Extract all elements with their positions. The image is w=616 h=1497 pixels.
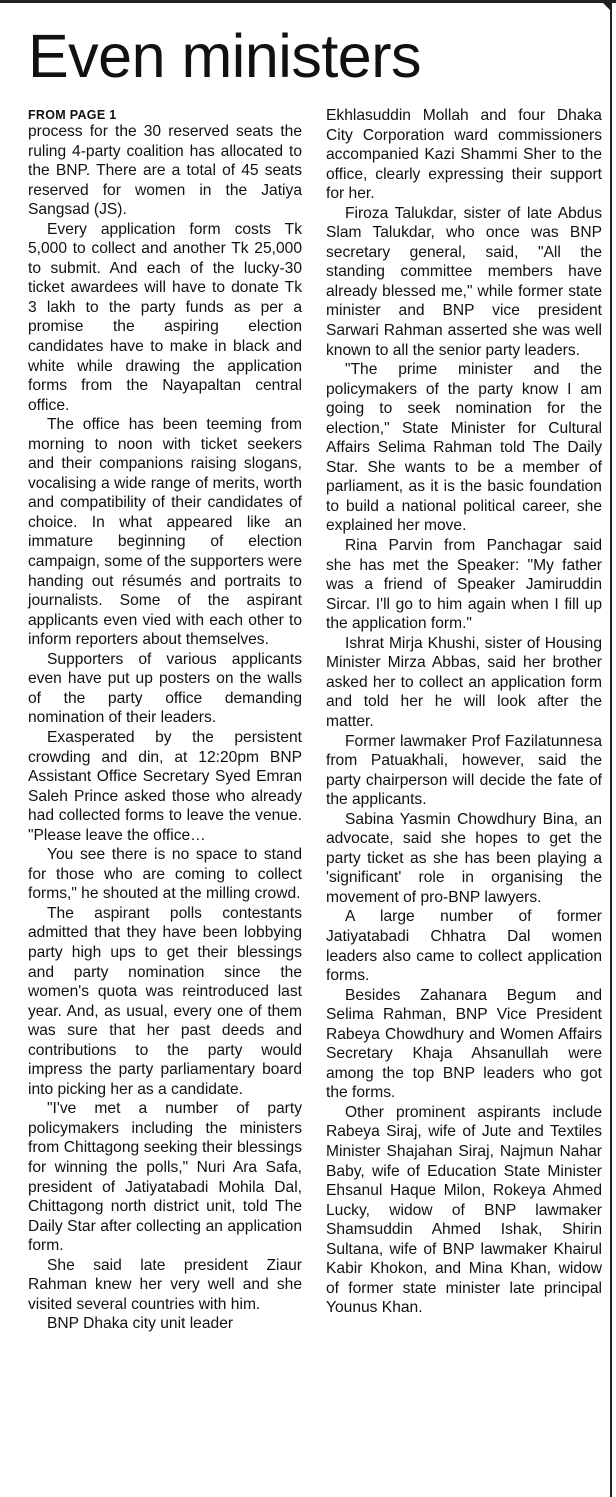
paragraph: BNP Dhaka city unit leader <box>47 1315 234 1333</box>
paragraph: Other prominent aspirants include Rabeya Siraj, wife of Jute and Textiles Minister Shajahan Siraj, Najmun Nahar Baby, wife of Education State Minister Ehsanul Haque Milon, Rokeya Ahmed Lucky, widow of BNP lawmaker Shamsuddin Ahmed Ishak, Shirin Sultana, wife of BNP lawmaker Khairul Kabir Khokon, and Mina Khan, widow of former state minister late principal Younus Khan. <box>326 1103 602 1317</box>
paragraph: Firoza Talukdar, sister of late Abdus Slam Talukdar, who once was BNP secretary general, said, "All the standing committee members have already blessed me," while former state minister and BNP vice president Sarwari Rahman asserted she was well known to all the senior party leaders. <box>326 204 602 359</box>
paragraph: Supporters of various applicants even have put up posters on the walls of the party office demanding nomination of their leaders. <box>28 650 302 727</box>
corner-triangle-icon <box>601 1 611 11</box>
right-border-rule <box>610 0 612 1497</box>
paragraph: The aspirant polls contestants admitted that they have been lobbying party high ups to get their blessings and party nomination since the women's quota was reintroduced last year. And, as usual, every one of them was sure that her past deeds and contributions to the party would impress the party parliamentary board into picking her as a candidate. <box>28 904 302 1098</box>
paragraph: The office has been teeming from morning to noon with ticket seekers and their companions raising slogans, vocalising a wide range of merits, worth and compatibility of their candidates of choice. In what appeared like an immature beginning of election campaign, some of the supporters were handing out résumés and portraits to journalists. Some of the aspirant applicants even vied with each other to inform reporters about themselves. <box>28 416 302 649</box>
paragraph: Ishrat Mirja Khushi, sister of Housing Minister Mirza Abbas, said her brother asked her to collect an application form and told her he will look after the matter. <box>326 634 602 730</box>
paragraph: Former lawmaker Prof Fazilatunnesa from Patuakhali, however, said the party chairperson will decide the fate of the applicants. <box>326 732 602 809</box>
paragraph: Exasperated by the persistent crowding and din, at 12:20pm BNP Assistant Office Secretary Syed Emran Saleh Prince asked those who already had collected forms to leave the venue. "Please leave the office… <box>28 728 302 844</box>
paragraph: process for the 30 reserved seats the ruling 4-party coalition has allocated to the BNP. There are a total of 45 seats reserved for women in the Jatiya Sangsad (JS). <box>28 123 302 219</box>
paragraph: "The prime minister and the policymakers of the party know I am going to seek nomination for the election," State Minister for Cultural Affairs Selima Rahman told The Daily Star. She wants to be a member of parliament, as it is the basic foundation to build a national political career, she explained her move. <box>326 361 602 535</box>
paragraph: You see there is no space to stand for those who are coming to collect forms," he shouted at the milling crowd. <box>28 846 302 903</box>
continuation-label: FROM PAGE 1 <box>28 108 117 122</box>
paragraph: Rina Parvin from Panchagar said she has met the Speaker: "My father was a friend of Speaker Jamiruddin Sircar. I'll go to him again when I fill up the application form." <box>326 537 602 633</box>
paragraph: "I've met a number of party policymakers including the ministers from Chittagong seeking their blessings for winning the polls," Nuri Ara Safa, president of Jatiyatabadi Mohila Dal, Chittagong north district unit, told The Daily Star after collecting an application form. <box>28 1100 302 1255</box>
paragraph: Ekhlasuddin Mollah and four Dhaka City Corporation ward commissioners accompanied Kazi Shammi Sher to the office, clearly expressing their support for her. <box>326 107 602 203</box>
article-column-left <box>28 104 302 1334</box>
paragraph: Besides Zahanara Begum and Selima Rahman, BNP Vice President Rabeya Chowdhury and Women Affairs Secretary Khaja Ahsanullah were among the top BNP leaders who got the forms. <box>326 986 602 1102</box>
top-border-rule <box>0 0 616 3</box>
paragraph: Sabina Yasmin Chowdhury Bina, an advocate, said she hopes to get the party ticket as she has been playing a 'significant' role in organising the movement of pro-BNP lawyers. <box>326 810 602 906</box>
paragraph: Every application form costs Tk 5,000 to collect and another Tk 25,000 to submit. And each of the lucky-30 ticket awardees will have to donate Tk 3 lakh to the party funds as per a promise the aspiring election candidates have to make in black and white while drawing the application forms from the Nayapaltan central office. <box>28 220 302 414</box>
paragraph: A large number of former Jatiyatabadi Chhatra Dal women leaders also came to collect application forms. <box>326 908 602 985</box>
paragraph: She said late president Ziaur Rahman knew her very well and she visited several countries with him. <box>28 1256 302 1313</box>
headline: Even ministers <box>28 22 422 90</box>
article-column-right <box>326 106 602 1318</box>
